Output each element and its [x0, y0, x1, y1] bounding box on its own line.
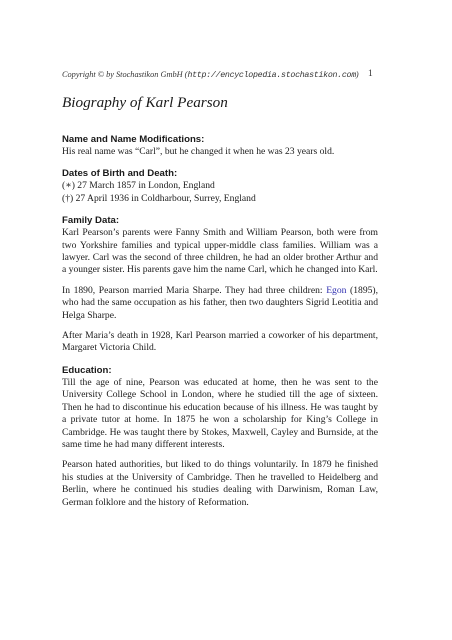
- copyright-header: [62, 70, 378, 80]
- section-name: [62, 134, 378, 158]
- family-p2-text-end: (1895), who had the same occupation as his father, then two daughters Sigrid Leotitia and Helga Sharpe.: [62, 284, 379, 321]
- family-paragraph-3: After Maria’s death in 1928, Karl Pearson married a coworker of his department, Margaret Victoria Child.: [62, 330, 378, 354]
- section-dates: [62, 168, 378, 205]
- family-paragraph-2: [62, 285, 378, 322]
- section-education: [62, 365, 378, 509]
- copyright-text: Copyright © by Stochastikon GmbH (: [62, 70, 188, 79]
- section-heading-name: Name and Name Modifications:: [62, 134, 205, 145]
- family-p2-text-start: In 1890, Pearson married Maria Sharpe. They had three children:: [62, 284, 327, 296]
- page-number: 1: [368, 69, 373, 79]
- biography-content: [62, 134, 378, 519]
- section-family: [62, 215, 378, 355]
- name-text: His real name was “Carl”, but he changed it when he was 23 years old.: [62, 146, 335, 157]
- death-date: (†) 27 April 1936 in Coldharbour, Surrey, England: [62, 192, 256, 204]
- section-heading-family: Family Data:: [62, 215, 120, 227]
- education-paragraph-2: Pearson hated authorities, but liked to do things voluntarily. In 1879 he finished his studies at the University of Cambridge. Then he travelled to Heidelberg and Berlin, where he continued his studies dealing with Darwinism, Roman Law, German folklore and the history of Reformation.: [62, 459, 378, 508]
- page-title: Biography of Karl Pearson: [62, 94, 228, 111]
- education-paragraph-1: Till the age of nine, Pearson was educated at home, then he was sent to the University College School in London, where he studied till the age of sixteen. Then he had to discontinue his education because of his illness. He was taught by a private tutor at home. In 1875 he won a scholarship for King’s College in Cambridge. He was taught there by Stokes, Maxwell, Cayley and Burnside, at the same time he had many different interests.: [62, 376, 378, 450]
- section-heading-education: Education:: [62, 364, 112, 376]
- egon-link[interactable]: Egon: [326, 284, 347, 296]
- family-paragraph-1: Karl Pearson’s parents were Fanny Smith and William Pearson, both were from two Yorkshire families and typical upper-middle class families. William was a lawyer. Carl was the second of three children, he had an older brother Arthur and a younger sister. His parents gave him the name Carl, which he changed into Karl.: [62, 227, 378, 276]
- birth-date: (∗) 27 March 1857 in London, England: [62, 180, 215, 192]
- section-heading-dates: Dates of Birth and Death:: [62, 168, 178, 180]
- copyright-suffix: ): [355, 70, 359, 79]
- encyclopedia-url-link[interactable]: http://encyclopedia.stochastikon.com: [187, 71, 356, 80]
